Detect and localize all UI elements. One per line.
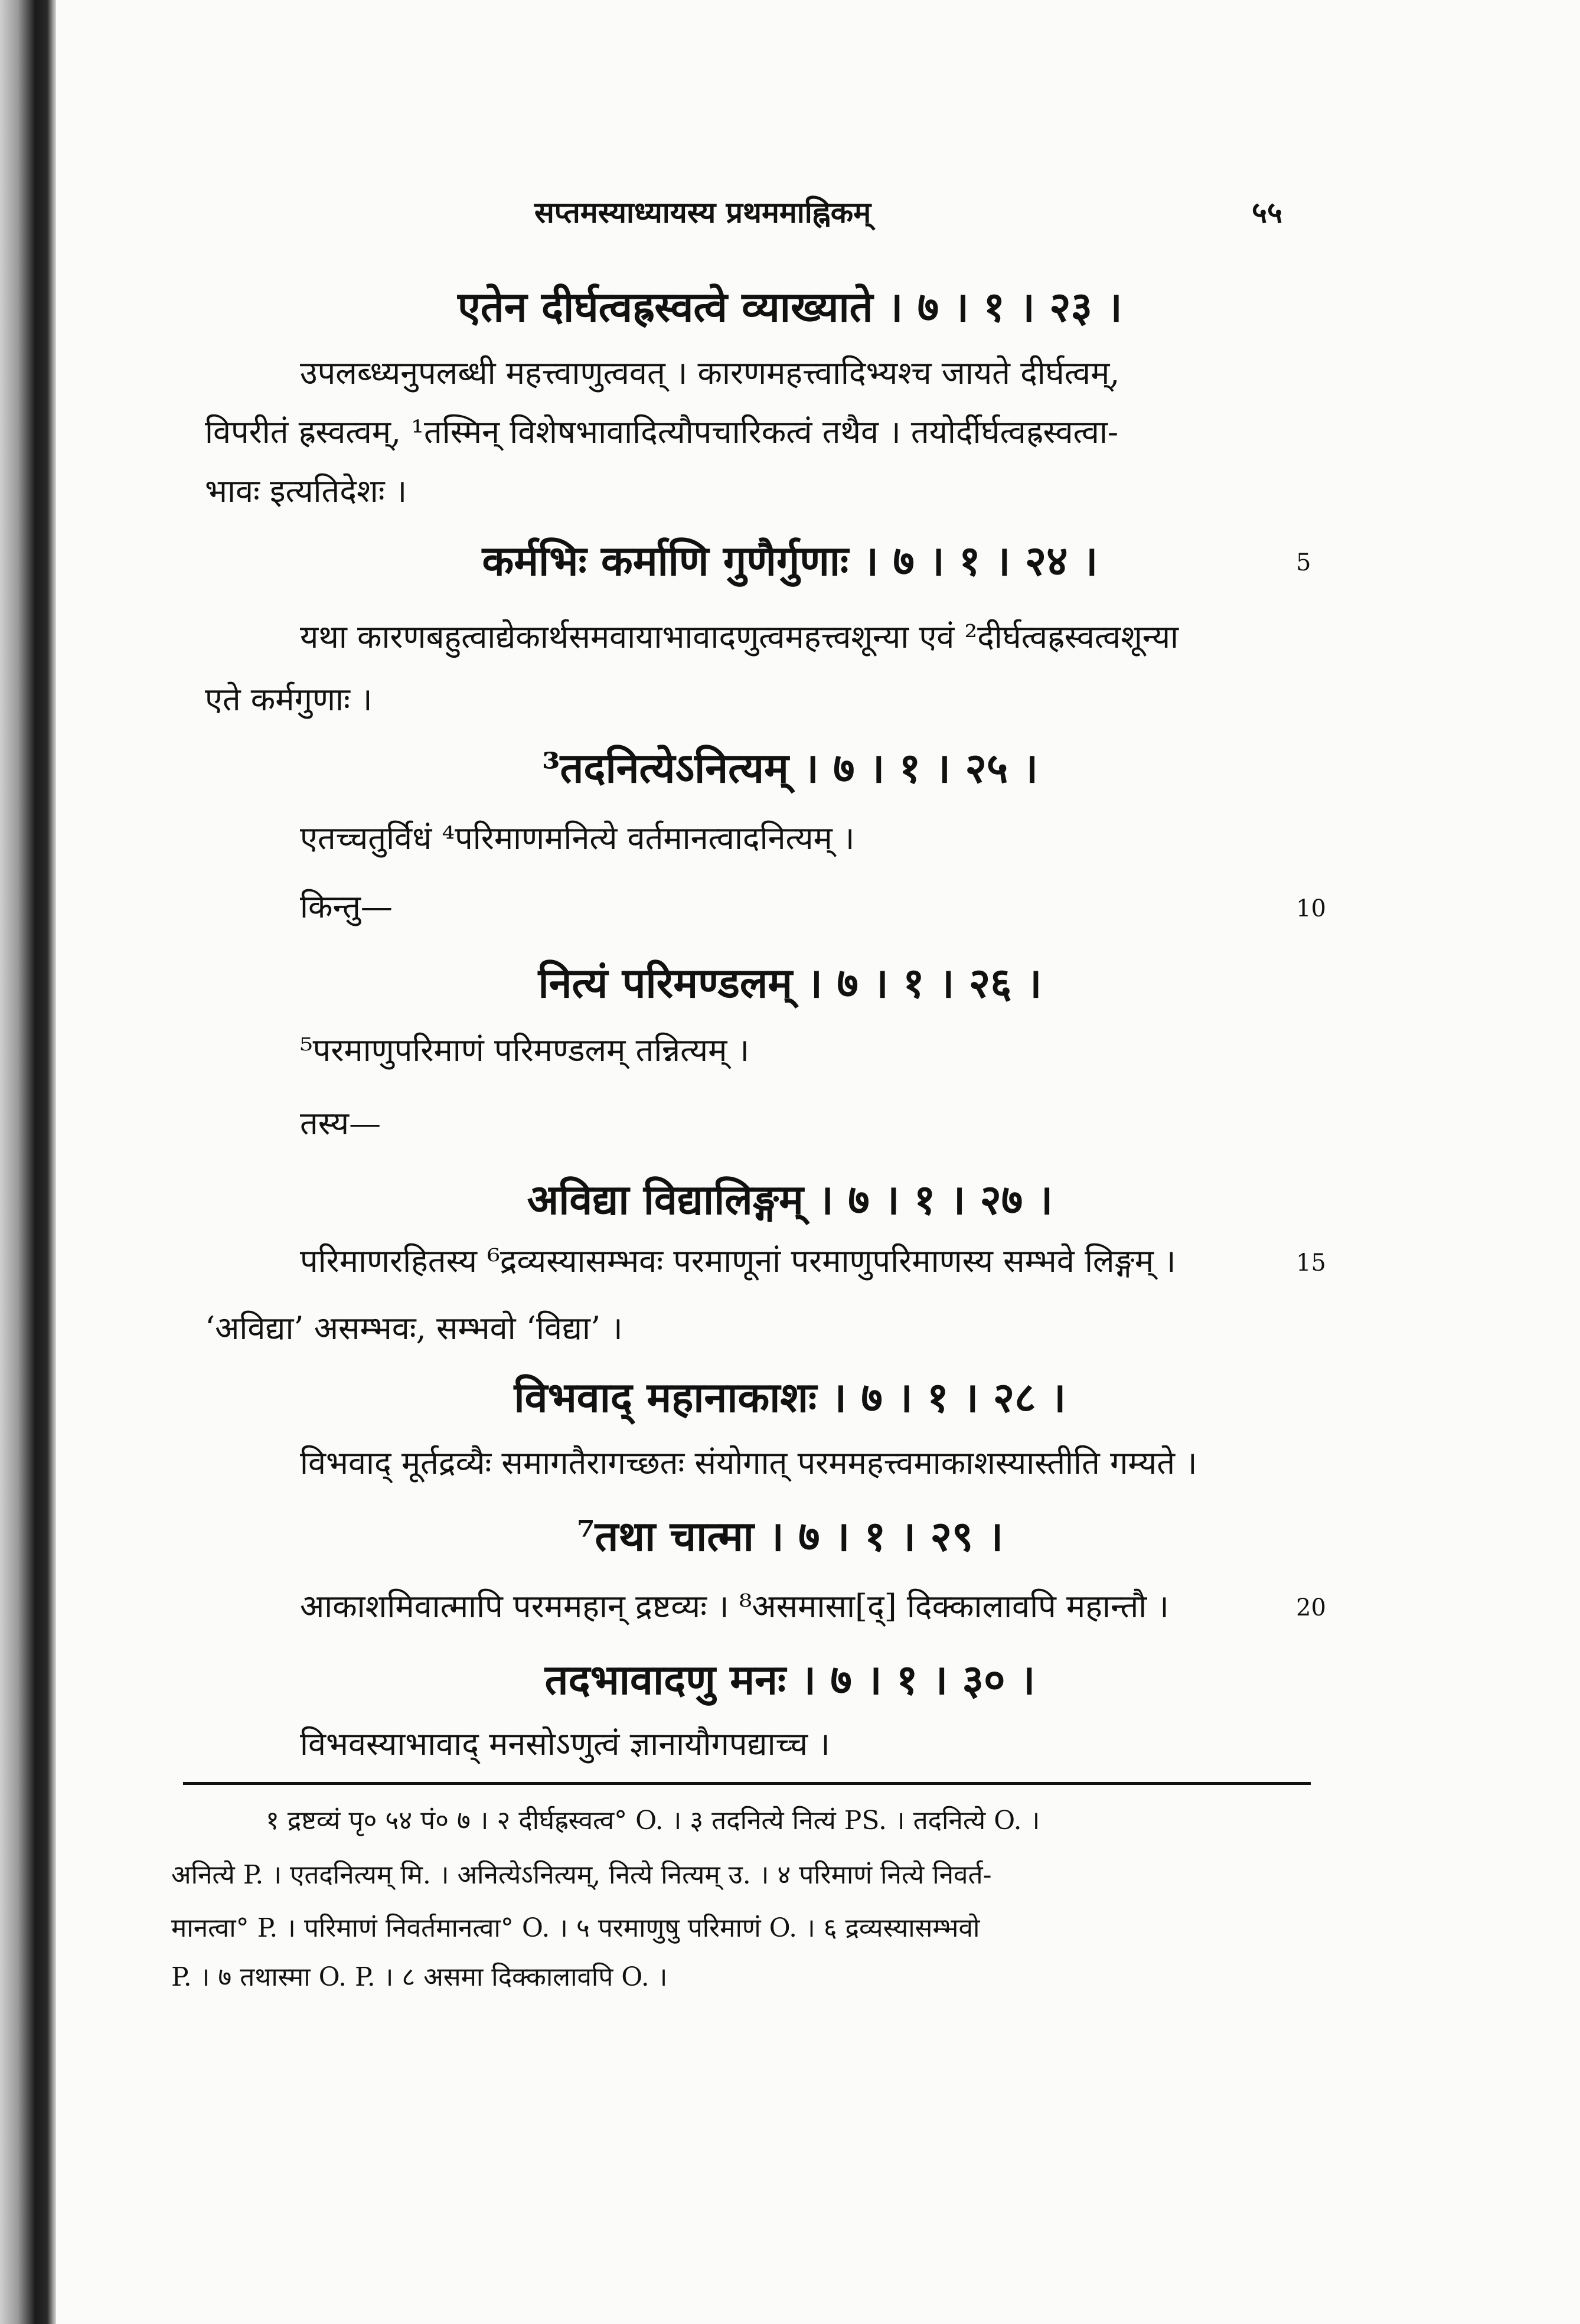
commentary-line: एतच्चतुर्विधं ⁴परिमाणमनित्ये वर्तमानत्वादनित्यम् । [300, 820, 855, 857]
line-number: 20 [1296, 1594, 1326, 1621]
commentary-line: विपरीतं ह्रस्वत्वम्, ¹तस्मिन् विशेषभावादित्यौपचारिकत्वं तथैव । तयोर्दीर्घत्वह्रस्वत्वा- [205, 413, 1119, 451]
sutra-29: ⁷तथा चात्मा । ७ । १ । २९ । [576, 1512, 1004, 1561]
commentary-line: विभवस्याभावाद् मनसोऽणुत्वं ज्ञानायौगपद्याच्च । [300, 1725, 830, 1762]
page-number: ५५ [1252, 195, 1282, 230]
sutra-23: एतेन दीर्घत्वह्रस्वत्वे व्याख्याते । ७ । १ । २३ । [458, 282, 1122, 331]
commentary-line: ⁵परमाणुपरिमाणं परिमण्डलम् तन्नित्यम् । [300, 1032, 750, 1069]
commentary-line: उपलब्ध्यनुपलब्धी महत्त्वाणुत्ववत् । कारणमहत्त्वादिभ्यश्च जायते दीर्घत्वम्, [300, 354, 1120, 391]
line-number: 10 [1296, 895, 1326, 922]
sutra-27: अविद्या विद्यालिङ्गम् । ७ । १ । २७ । [527, 1175, 1053, 1224]
sutra-25: ³तदनित्येऽनित्यम् । ७ । १ । २५ । [541, 743, 1039, 792]
line-number: 15 [1296, 1249, 1326, 1277]
sutra-26: नित्यं परिमण्डलम् । ७ । १ । २६ । [538, 958, 1042, 1007]
commentary-line: यथा कारणबहुत्वाद्येकार्थसमवायाभावादणुत्वमहत्त्वशून्या एवं ²दीर्घत्वह्रस्वत्वशून्या [300, 618, 1179, 655]
tasya-text: तस्य— [300, 1105, 381, 1142]
commentary-line: भावः इत्यतिदेशः । [205, 472, 407, 510]
book-binding-shadow [0, 0, 56, 2324]
running-title: सप्तमस्याध्यायस्य प्रथममाह्निकम् [534, 195, 871, 230]
footnote-line: P. । ७ तथास्मा O. P. । ८ असमा दिक्कालावपि O. । [171, 1962, 668, 1992]
footnote-line: १ द्रष्टव्यं पृ० ५४ पं० ७ । २ दीर्घह्रस्वत्व° O. । ३ तदनित्ये नित्यं PS. । तदनित्ये O. । [266, 1806, 1040, 1836]
footnote-divider [183, 1782, 1311, 1785]
commentary-line: एते कर्मगुणाः । [205, 681, 373, 718]
kintu-text: किन्तु— [300, 888, 393, 925]
line-number: 5 [1296, 549, 1311, 576]
commentary-line: ‘अविद्या’ असम्भवः, सम्भवो ‘विद्या’ । [205, 1310, 623, 1347]
footnote-line: मानत्वा° P. । परिमाणं निवर्तमानत्वा° O. । ५ परमाणुषु परिमाणं O. । ६ द्रव्यस्यासम्भवो [171, 1913, 980, 1943]
sutra-24: कर्मभिः कर्माणि गुणैर्गुणाः । ७ । १ । २४ । [482, 536, 1098, 585]
sutra-28: विभवाद् महानाकाशः । ७ । १ । २८ । [514, 1373, 1066, 1422]
commentary-line: आकाशमिवात्मापि परममहान् द्रष्टव्यः । ⁸असमासा[द्] दिक्कालावपि महान्तौ । [300, 1588, 1169, 1625]
sutra-30: तदभावादणु मनः । ७ । १ । ३० । [544, 1655, 1036, 1704]
footnote-line: अनित्ये P. । एतदनित्यम् मि. । अनित्येऽनित्यम्, नित्ये नित्यम् उ. । ४ परिमाणं नित्ये निवर्त- [171, 1860, 992, 1890]
commentary-line: विभवाद् मूर्तद्रव्यैः समागतैरागच्छतः संयोगात् परममहत्त्वमाकाशस्यास्तीति गम्यते । [300, 1444, 1197, 1481]
commentary-line: परिमाणरहितस्य ⁶द्रव्यस्यासम्भवः परमाणूनां परमाणुपरिमाणस्य सम्भवे लिङ्गम् । [300, 1242, 1176, 1279]
